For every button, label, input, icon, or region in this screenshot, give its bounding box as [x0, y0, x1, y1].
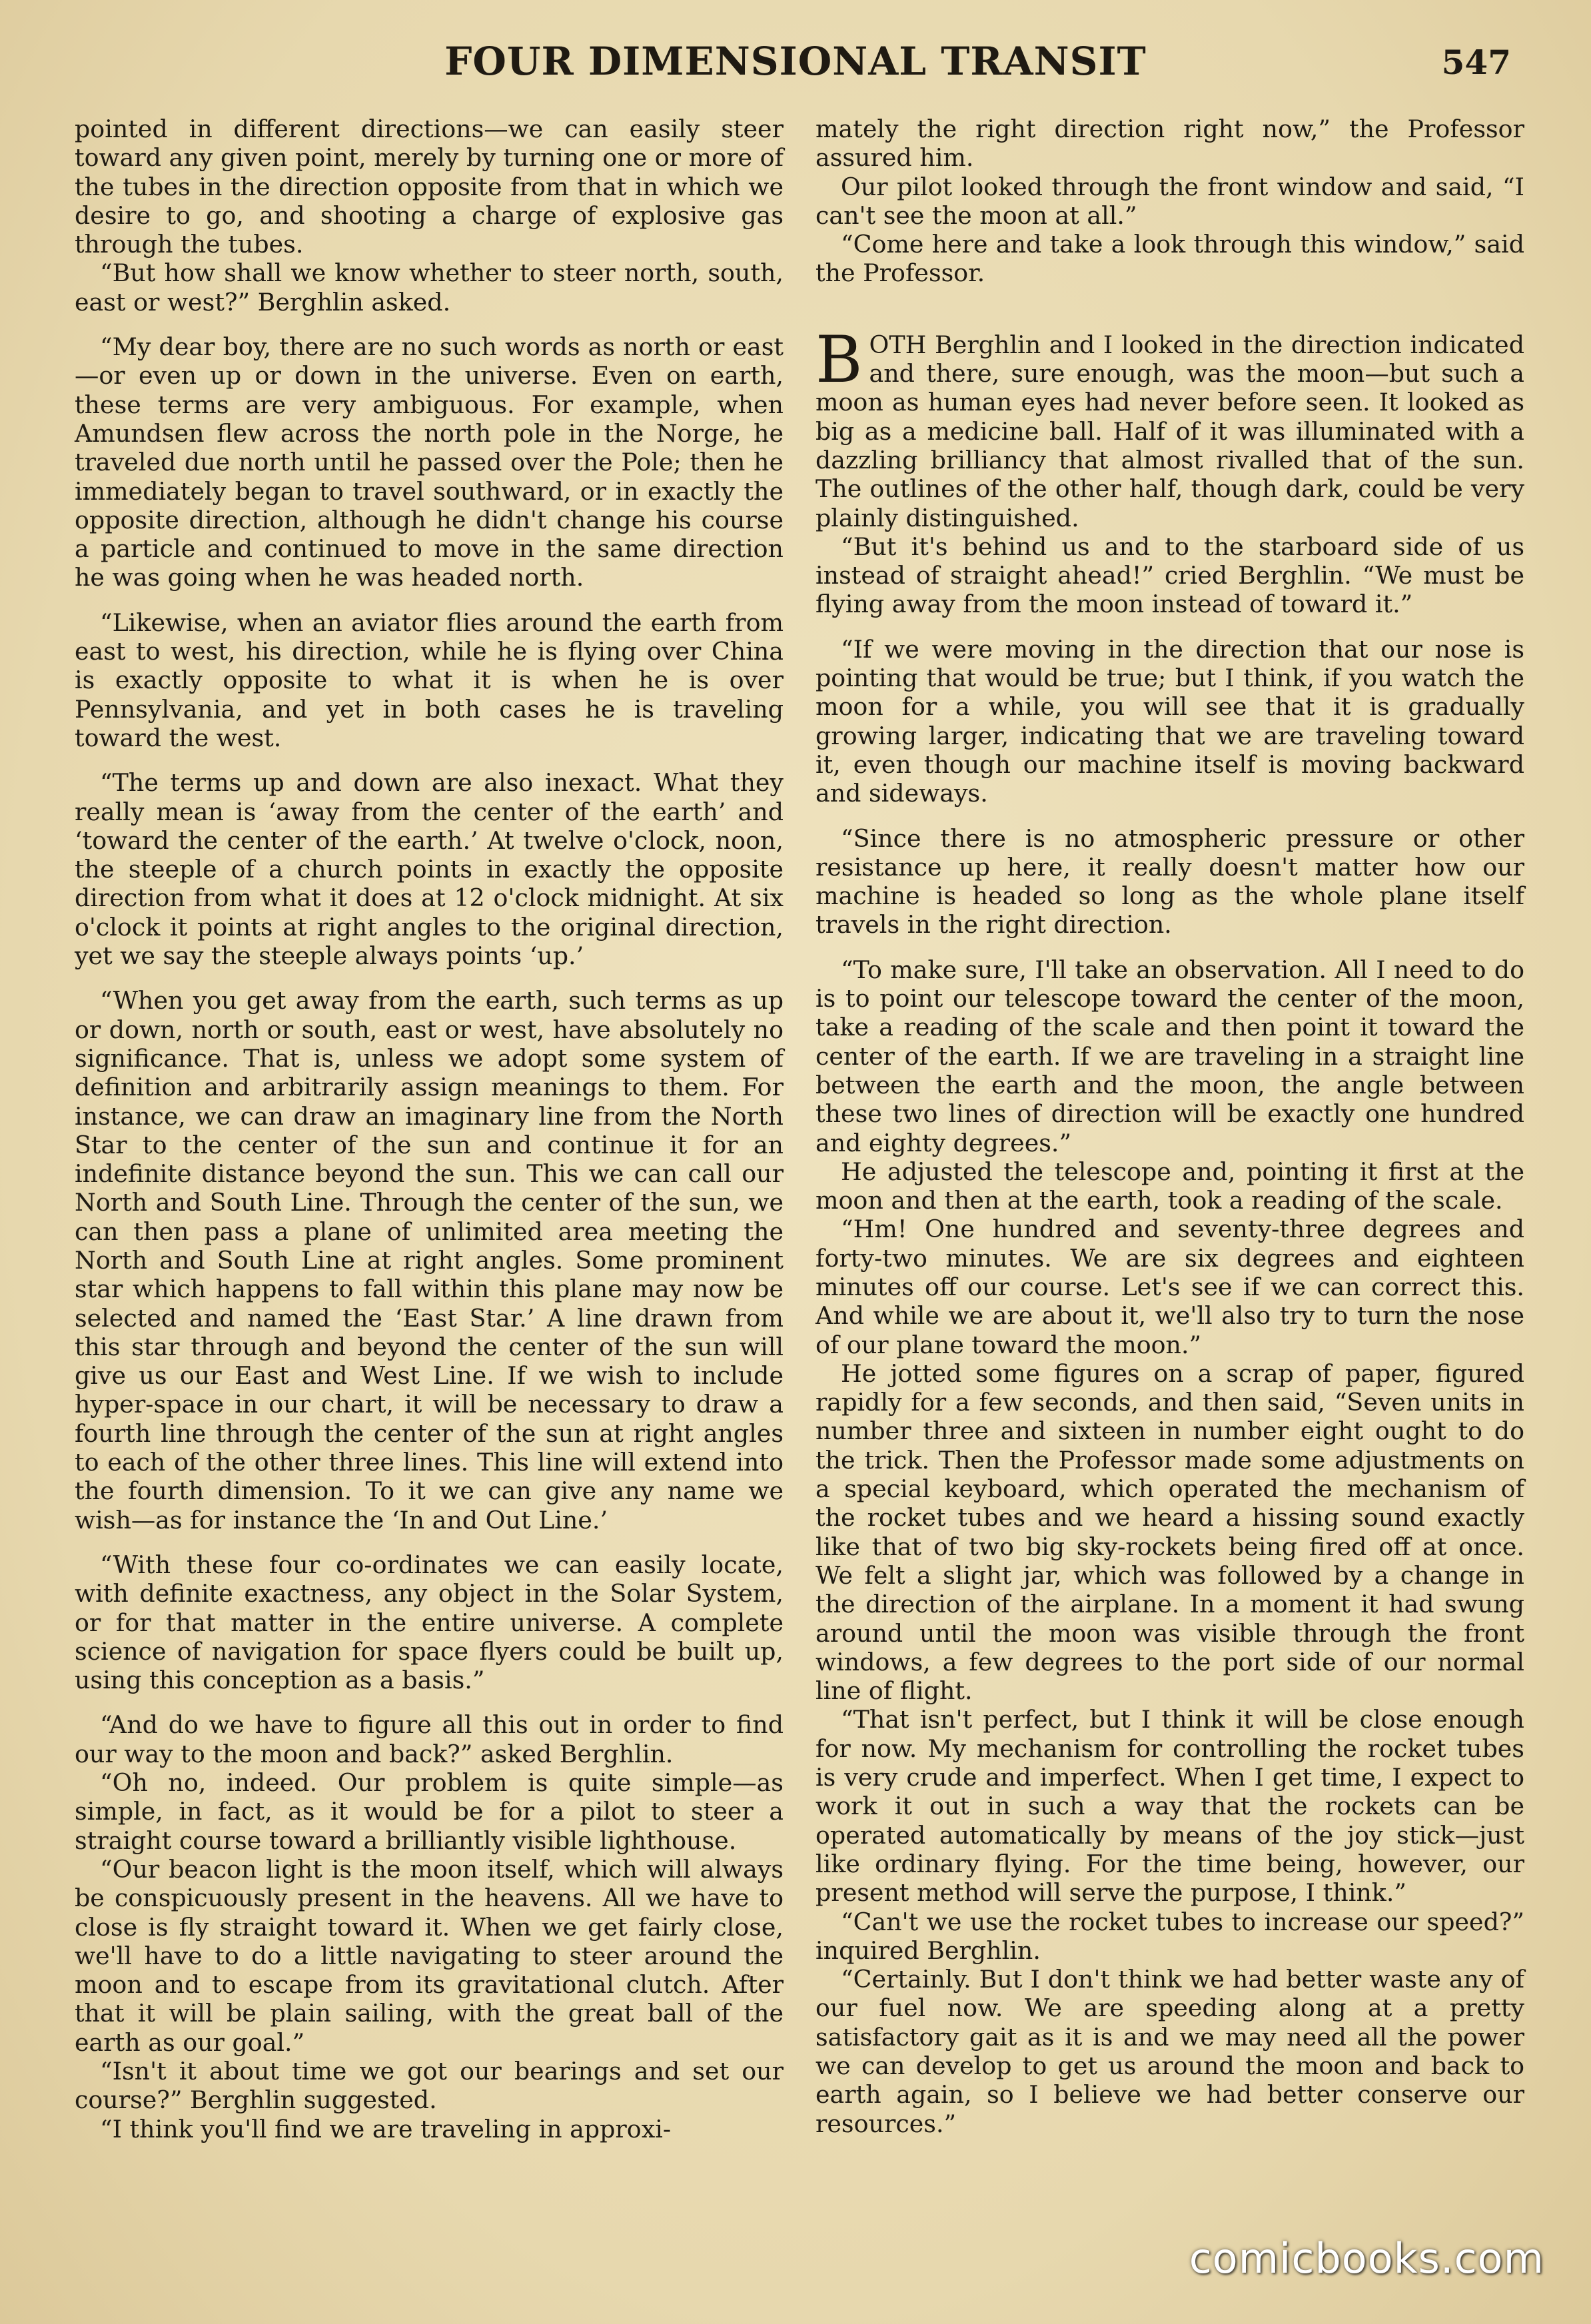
drop-cap: B — [815, 322, 863, 397]
paragraph: “To make sure, I'll take an observation. All I need to do is to point our telescope toward the center of the moon, take a reading of the scale and then point it toward the center of the earth. If we are traveling in a straight line between the earth and the moon, the angle between these two lines of direction will be exactly one hundred and eighty degrees.” — [815, 955, 1524, 1157]
paragraph: “If we were moving in the direction that our nose is pointing that would be true; but I think, if you watch the moon for a while, you will see that it is gradually growing larger, indicating that we are traveling toward it, even though our machine itself is moving backward and sideways. — [815, 634, 1524, 808]
watermark: comicbooks.com — [1189, 2234, 1544, 2283]
paragraph: “Our beacon light is the moon itself, which will always be conspicuously present in the heavens. All we have to close is fly straight toward it. When we get fairly close, we'll have to do a little navigating to steer around the moon and to escape from its gravitational clutch. After that it will be plain sailing, with the great ball of the earth as our goal.” — [75, 1854, 784, 2057]
paragraph: “My dear boy, there are no such words as north or east—or even up or down in the universe. Even on earth, these terms are very ambiguous. For example, when Amundsen flew across the north pole in the Norge, he traveled due north until he passed over the Pole; then he immediately began to travel southward, or in exactly the opposite direction, although he didn't change his course a particle and continued to move in the same direction he was going when he was headed north. — [75, 332, 784, 592]
paragraph: He jotted some figures on a scrap of paper, figured rapidly for a few seconds, and then said, “Seven units in number three and sixteen in number eight ought to do the trick. Then the Professor made some adjustments on a special keyboard, which operated the mechanism of the rocket tubes and we heard a hissing sound exactly like that of two big sky-rockets being fired off at once. We felt a slight jar, which was followed by a change in the direction of the airplane. In a moment it had swung around until the moon was visible through the front windows, a few degrees to the port side of our normal line of flight. — [815, 1359, 1524, 1706]
paragraph: “Since there is no atmospheric pressure or other resistance up here, it really doesn't matter how our machine is headed so long as the whole plane itself travels in the right direction. — [815, 824, 1524, 939]
section-opening-paragraph — [815, 322, 1524, 532]
running-title: FOUR DIMENSIONAL TRANSIT — [444, 39, 1147, 84]
paragraph: “Oh no, indeed. Our problem is quite simple—as simple, in fact, as it would be for a pilot to steer a straight course toward a brilliantly visible lighthouse. — [75, 1768, 784, 1855]
paragraph: “The terms up and down are also inexact. What they really mean is ‘away from the center of the earth’ and ‘toward the center of the earth.’ At twelve o'clock, noon, the steeple of a church points in exactly the opposite direction from what it does at 12 o'clock midnight. At six o'clock it points at right angles to the original direction, yet we say the steeple always points ‘up.’ — [75, 768, 784, 971]
paragraph: “I think you'll find we are traveling in approxi- — [100, 2114, 672, 2143]
paragraph: “That isn't perfect, but I think it will be close enough for now. My mechanism for controlling the rocket tubes is very crude and imperfect. When I get time, I expect to work it out in such a way that the rockets can be operated automatically by means of the joy stick—just like ordinary flying. For the time being, however, our present method will serve the purpose, I think.” — [815, 1705, 1524, 1908]
paragraph: “Come here and take a look through this window,” said the Professor. — [815, 230, 1524, 288]
paragraph: mately the right direction right now,” the Professor assured him. — [815, 115, 1524, 173]
paragraph: “Certainly. But I don't think we had better waste any of our fuel now. We are speeding along at a pretty satisfactory gait as it is and we may need all the power we can develop to get us around the moon and back to earth again, so I believe we had better conserve our resources.” — [815, 1965, 1524, 2138]
drop-cap-smallcaps: OTH — [869, 330, 927, 359]
right-column — [815, 115, 1524, 2138]
paragraph: “Hm! One hundred and seventy-three degrees and forty-two minutes. We are six degrees and eighteen minutes off our course. Let's see if we can correct this. And while we are about it, we'll also try to turn the nose of our plane toward the moon.” — [815, 1215, 1524, 1359]
left-column — [75, 115, 784, 2143]
paragraph: “But it's behind us and to the starboard side of us instead of straight ahead!” cried Berghlin. “We must be flying away from the moon instead of toward it.” — [815, 532, 1524, 619]
paragraph: “Can't we use the rocket tubes to increase our speed?” inquired Berghlin. — [815, 1907, 1524, 1965]
paragraph: “And do we have to figure all this out in order to find our way to the moon and back?” asked Berghlin. — [75, 1710, 784, 1768]
page-number: 547 — [1441, 43, 1511, 82]
paragraph: Our pilot looked through the front window and said, “I can't see the moon at all.” — [815, 172, 1524, 230]
page-header — [67, 39, 1524, 105]
paragraph: He adjusted the telescope and, pointing it first at the moon and then at the earth, took a reading of the scale. — [815, 1157, 1524, 1215]
paragraph: “When you get away from the earth, such terms as up or down, north or south, east or west, have absolutely no significance. That is, unless we adopt some system of definition and arbitrarily assign meanings to them. For instance, we can draw an imaginary line from the North Star to the center of the sun and continue it for an indefinite distance beyond the sun. This we can call our North and South Line. Through the center of the sun, we can then pass a plane of unlimited area meeting the North and South Line at right angles. Some prominent star which happens to fall within this plane may now be selected and named the ‘East Star.’ A line drawn from this star through and beyond the center of the sun will give us our East and West Line. If we wish to include hyper-space in our chart, it will be necessary to draw a fourth line through the center of the sun at right angles to each of the other three lines. This line will extend into the fourth dimension. To it we can give any name we wish—as for instance the ‘In and Out Line.’ — [75, 986, 784, 1534]
paragraph: “With these four co-ordinates we can easily locate, with definite exactness, any object in the Solar System, or for that matter in the entire universe. A complete science of navigation for space flyers could be built up, using this conception as a basis.” — [75, 1550, 784, 1695]
paragraph: “Isn't it about time we got our bearings and set our course?” Berghlin suggested. — [75, 2057, 784, 2115]
paragraph: “Likewise, when an aviator flies around the earth from east to west, his direction, while he is flying over China is exactly opposite to what it is when he is over Pennsylvania, and yet in both cases he is traveling toward the west. — [75, 608, 784, 752]
paragraph: pointed in different directions—we can easily steer toward any given point, merely by turning one or more of the tubes in the direction opposite from that in which we desire to go, and shooting a charge of explosive gas through the tubes. — [75, 115, 784, 259]
section-opening-text: Berghlin and I looked in the direction indicated and there, sure enough, was the moon—but such a moon as human eyes had never before seen. It looked as big as a medicine ball. Half of it was illuminated with a dazzling brilliancy that almost rivalled that of the sun. The outlines of the other half, though dark, could be very plainly distinguished. — [815, 330, 1524, 532]
paragraph: “But how shall we know whether to steer north, south, east or west?” Berghlin asked. — [75, 259, 784, 316]
